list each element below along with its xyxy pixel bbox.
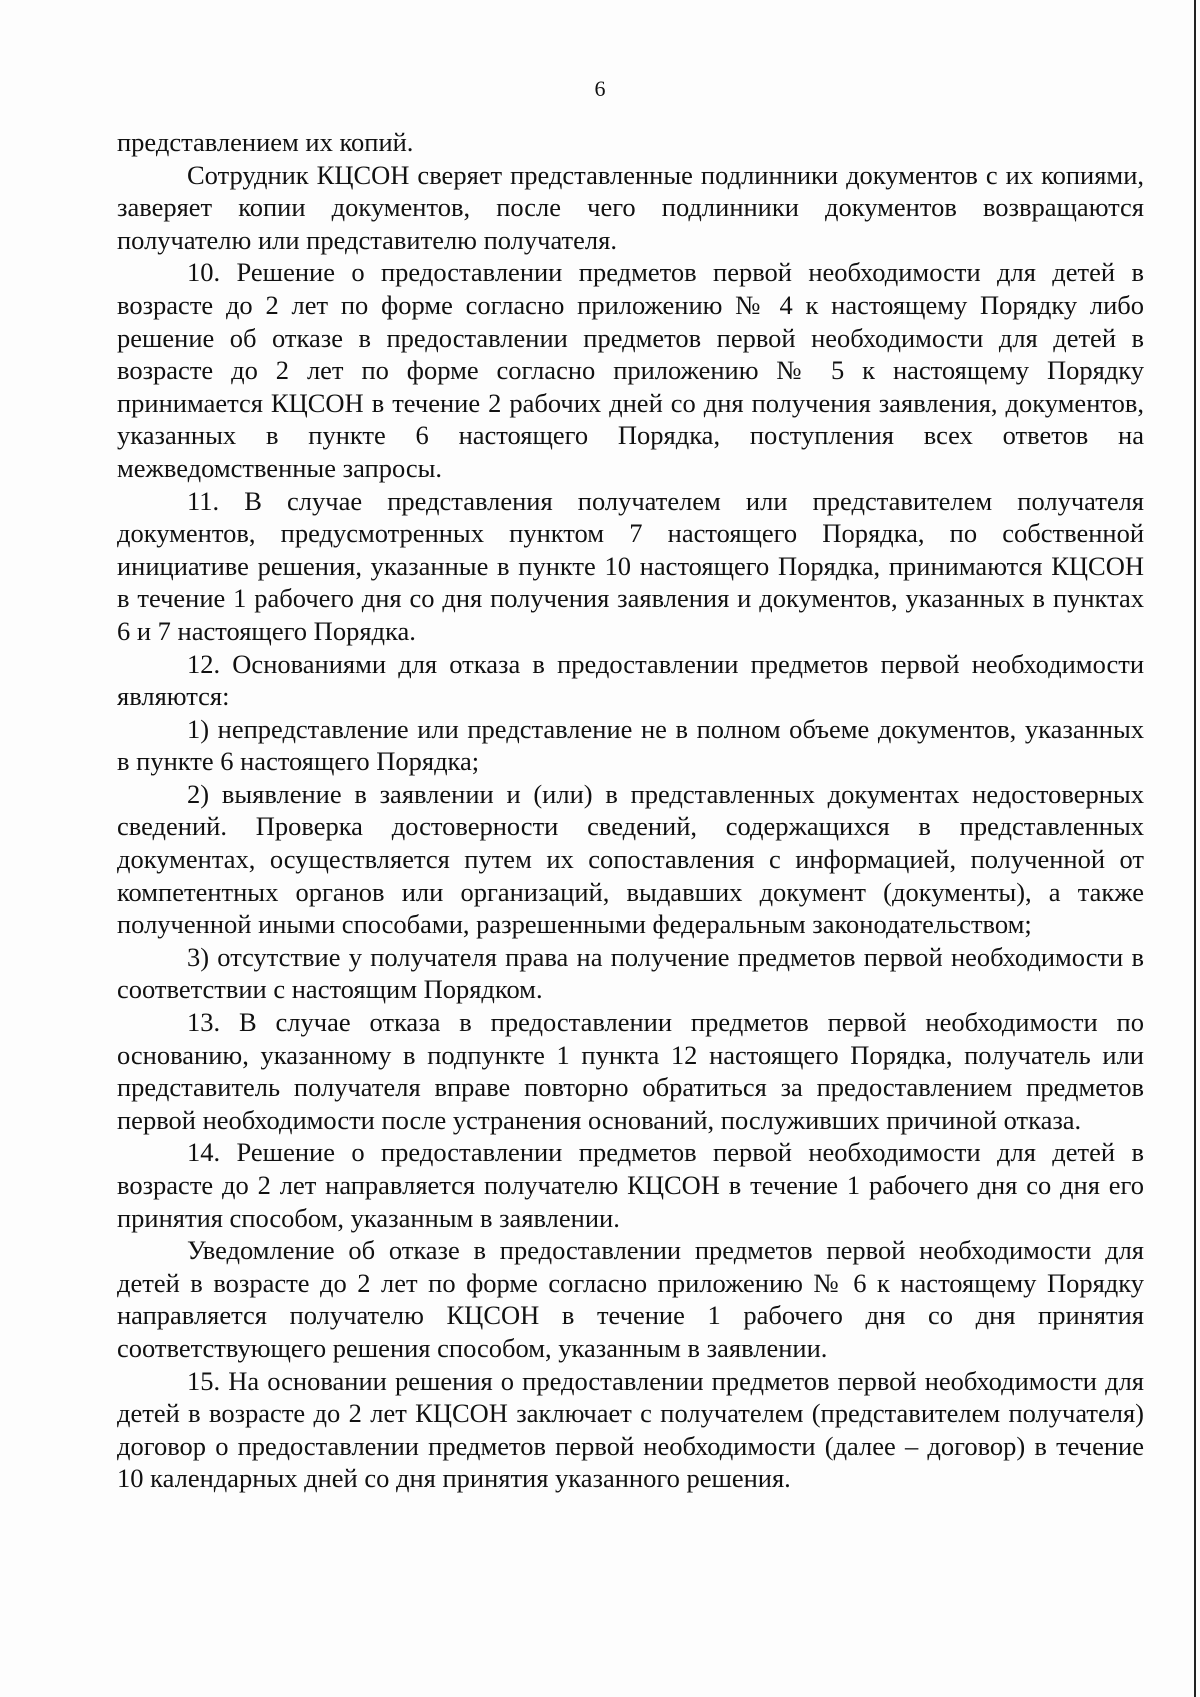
scan-edge-line [1194,0,1196,1697]
page-number: 6 [594,76,606,101]
paragraph-verification: Сотрудник КЦСОН сверяет представленные подлинники документов с их копиями, заверяет копии документов, после чего подлинники документов возвращаются получателю или представителю получателя. [117,159,1144,255]
paragraph-item-13: 13. В случае отказа в предоставлении предметов первой необходимости по основанию, указанному в подпункте 1 пункта 12 настоящего Порядка, получатель или представитель получателя вправе повторно обратиться за предоставлением предметов первой необходимости после устранения оснований, послуживших причиной отказа. [117,1007,1144,1135]
paragraph-continuation: представлением их копий. [117,127,414,157]
paragraph-item-15: 15. На основании решения о предоставлении предметов первой необходимости для детей в возрасте до 2 лет КЦСОН заключает с получателем (представителем получателя) договор о предоставлении предметов первой необходимости (далее – договор) в течение 10 календарных дней со дня принятия указанного решения. [117,1365,1144,1494]
paragraph-item-14: 14. Решение о предоставлении предметов первой необходимости для детей в возрасте до 2 лет направляется получателю КЦСОН в течение 1 рабочего дня со дня его принятия способом, указанным в заявлении. [117,1137,1144,1233]
paragraph-item-11: 11. В случае представления получателем или представителем получателя документов, предусмотренных пунктом 7 настоящего Порядка, по собственной инициативе решения, указанные в пункте 10 настоящего Порядка, принимаются КЦСОН в течение 1 рабочего дня со дня получения заявления и документов, указанных в пунктах 6 и 7 настоящего Порядка. [117,485,1144,646]
paragraph-refusal-notice: Уведомление об отказе в предоставлении предметов первой необходимости для детей в возрасте до 2 лет по форме согласно приложению № 6 к настоящему Порядку направляется получателю КЦСОН в течение 1 рабочего дня со дня принятия соответствующего решения способом, указанным в заявлении. [117,1235,1144,1363]
paragraph-item-10: 10. Решение о предоставлении предметов первой необходимости для детей в возрасте до 2 лет по форме согласно приложению № 4 к настоящему Порядку либо решение об отказе в предоставлении предметов первой необходимости для детей в возрасте до 2 лет по форме согласно приложению № 5 к настоящему Порядку принимается КЦСОН в течение 2 рабочих дней со дня получения заявления, документов, указанных в пункте 6 настоящего Порядка, поступления всех ответов на межведомственные запросы. [117,257,1144,483]
paragraph-item-12-sub-3: 3) отсутствие у получателя права на получение предметов первой необходимости в соответствии с настоящим Порядком. [117,941,1144,1005]
paragraph-item-12-sub-1: 1) непредставление или представление не в полном объеме документов, указанных в пункте 6 настоящего Порядка; [117,713,1144,777]
paragraph-item-12: 12. Основаниями для отказа в предоставлении предметов первой необходимости являются: [117,648,1144,712]
document-body [117,126,1144,1495]
paragraph-item-12-sub-2: 2) выявление в заявлении и (или) в представленных документах недостоверных сведений. Проверка достоверности сведений, содержащихся в представленных документах, осуществляется путем их сопоставления с информацией, полученной от компетентных органов или организаций, выдавших документ (документы), а также полученной иными способами, разрешенными федеральным законодательством; [117,778,1144,940]
